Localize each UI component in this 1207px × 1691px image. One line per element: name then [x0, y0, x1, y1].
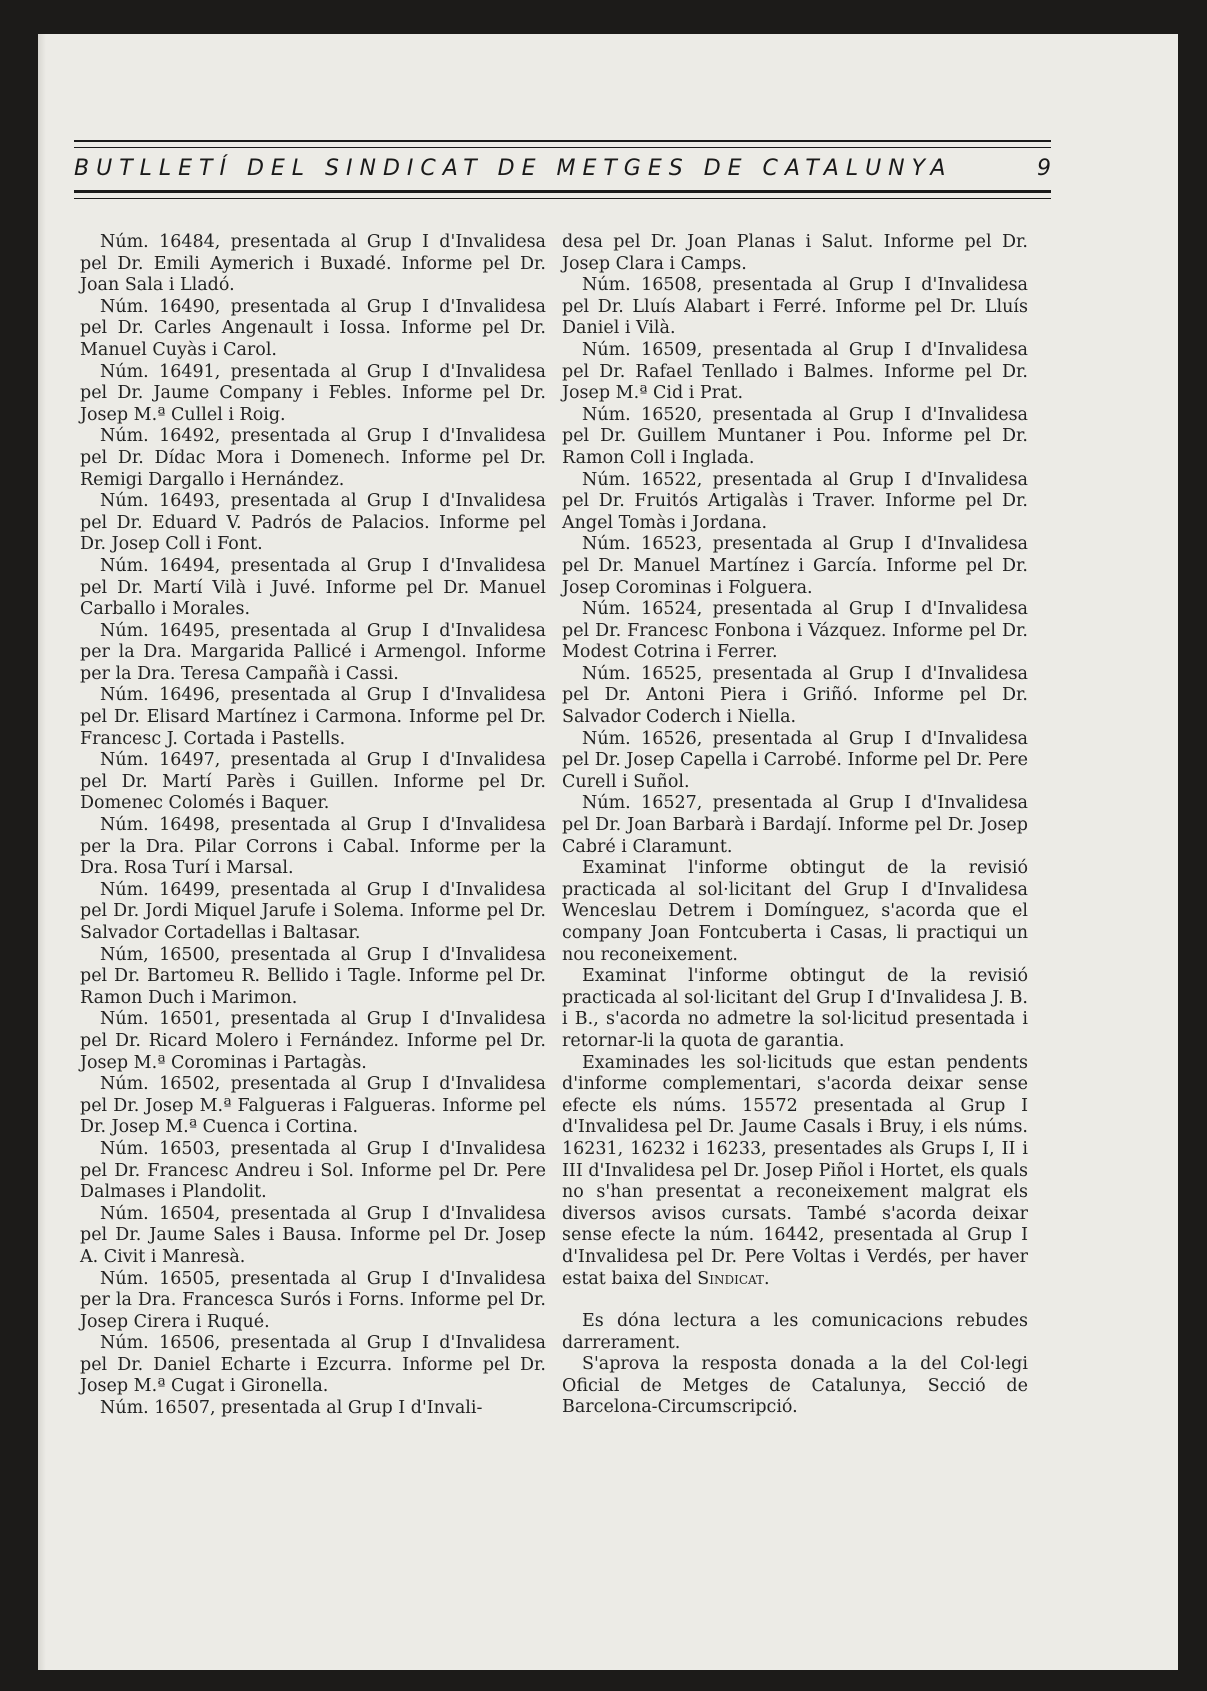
entry-16526: Núm. 16526, presentada al Grup I d'Invalidesa pel Dr. Josep Capella i Carrobé. Informe pel Dr. Pere Curell i Suñol.	[562, 728, 1028, 792]
header-rule-top	[74, 140, 1051, 142]
entry-16499: Núm. 16499, presentada al Grup I d'Invalidesa pel Dr. Jordi Miquel Jarufe i Solema. Informe pel Dr. Salvador Cortadellas i Baltasar.	[80, 879, 546, 943]
entry-16492: Núm. 16492, presentada al Grup I d'Invalidesa pel Dr. Dídac Mora i Domenech. Informe pel Dr. Remigi Dargallo i Hernández.	[80, 426, 546, 490]
entry-16495: Núm. 16495, presentada al Grup I d'Invalidesa per la Dra. Margarida Pallicé i Armengol. Informe per la Dra. Teresa Campañà i Cassi.	[80, 620, 546, 684]
entry-16497: Núm. 16497, presentada al Grup I d'Invalidesa pel Dr. Martí Parès i Guillen. Informe pel Dr. Domenec Colomés i Baquer.	[80, 750, 546, 814]
entry-16506: Núm. 16506, presentada al Grup I d'Invalidesa pel Dr. Daniel Echarte i Ezcurra. Informe pel Dr. Josep M.ª Cugat i Gironella.	[80, 1333, 546, 1397]
page-number: 9	[1037, 156, 1051, 181]
right-column	[562, 232, 1028, 1419]
revision-paragraph-detrem: Examinat l'informe obtingut de la revisió practicada al sol·licitant del Grup I d'Invalidesa Wenceslau Detrem i Domínguez, s'acorda que el company Joan Fontcuberta i Casas, li practiqui un nou reconeixement.	[562, 858, 1028, 965]
entry-16496: Núm. 16496, presentada al Grup I d'Invalidesa pel Dr. Elisard Martínez i Carmona. Informe pel Dr. Francesc J. Cortada i Pastells.	[80, 685, 546, 749]
entry-16491: Núm. 16491, presentada al Grup I d'Invalidesa pel Dr. Jaume Company i Febles. Informe pel Dr. Josep M.ª Cullel i Roig.	[80, 361, 546, 425]
entry-16508: Núm. 16508, presentada al Grup I d'Invalidesa pel Dr. Lluís Alabart i Ferré. Informe pel Dr. Lluís Daniel i Vilà.	[562, 275, 1028, 339]
left-column	[80, 232, 546, 1420]
entry-16523: Núm. 16523, presentada al Grup I d'Invalidesa pel Dr. Manuel Martínez i García. Informe pel Dr. Josep Corominas i Folguera.	[562, 534, 1028, 598]
entry-16527: Núm. 16527, presentada al Grup I d'Invalidesa pel Dr. Joan Barbarà i Bardají. Informe pel Dr. Josep Cabré i Claramunt.	[562, 793, 1028, 857]
entry-16503: Núm. 16503, presentada al Grup I d'Invalidesa pel Dr. Francesc Andreu i Sol. Informe pel Dr. Pere Dalmases i Plandolit.	[80, 1138, 546, 1203]
header-rule-bottom	[74, 190, 1051, 193]
header-rule-top-thin	[74, 147, 1051, 148]
entry-16504: Núm. 16504, presentada al Grup I d'Invalidesa pel Dr. Jaume Sales i Bausa. Informe pel Dr. Josep A. Civit i Manresà.	[80, 1203, 546, 1267]
revision-paragraph-jbb: Examinat l'informe obtingut de la revisió practicada al sol·licitant del Grup I d'Invalidesa J. B. i B., s'acorda no admetre la sol·licitud presentada i retornar-li la quota de garantia.	[562, 966, 1028, 1051]
sindicat-small-caps: Sindicat.	[697, 1268, 770, 1289]
entry-16502: Núm. 16502, presentada al Grup I d'Invalidesa pel Dr. Josep M.ª Falgueras i Falgueras. Informe pel Dr. Josep M.ª Cuenca i Cortina.	[80, 1074, 546, 1138]
pending-requests-text: Examinades les sol·licituds que estan pendents d'informe complementari, s'acorda deixar sense efecte els núms. 15572 presentada al Grup I d'Invalidesa pel Dr. Jaume Casals i Bruy, i els núms. 16231, 16232 i 16233, presentades als Grups I, II i III d'Invalidesa pel Dr. Josep Piñol i Hortet, els quals no s'han presentat a reconeixement malgrat els diversos avisos cursats. També s'acorda deixar sense efecte la núm. 16442, presentada al Grup I d'Invalidesa pel Dr. Pere Voltas i Verdés, per haver estat baixa del	[562, 1052, 1028, 1289]
page	[38, 34, 1178, 1670]
page-edge	[38, 34, 46, 1670]
header-rule-bottom-thin	[74, 198, 1051, 199]
entry-16500: Núm, 16500, presentada al Grup I d'Invalidesa pel Dr. Bartomeu R. Bellido i Tagle. Informe pel Dr. Ramon Duch i Marimon.	[80, 944, 546, 1008]
entry-16493: Núm. 16493, presentada al Grup I d'Invalidesa pel Dr. Eduard V. Padrós de Palacios. Informe pel Dr. Josep Coll i Font.	[80, 491, 546, 555]
entry-16501: Núm. 16501, presentada al Grup I d'Invalidesa pel Dr. Ricard Molero i Fernández. Informe pel Dr. Josep M.ª Corominas i Partagàs.	[80, 1009, 546, 1073]
entry-16505: Núm. 16505, presentada al Grup I d'Invalidesa per la Dra. Francesca Surós i Forns. Informe pel Dr. Josep Cirera i Ruqué.	[80, 1268, 546, 1332]
running-header	[74, 152, 1051, 188]
entry-16520: Núm. 16520, presentada al Grup I d'Invalidesa pel Dr. Guillem Muntaner i Pou. Informe pel Dr. Ramon Coll i Inglada.	[562, 404, 1028, 468]
entry-16524: Núm. 16524, presentada al Grup I d'Invalidesa pel Dr. Francesc Fonbona i Vázquez. Informe pel Dr. Modest Cotrina i Ferrer.	[562, 599, 1028, 663]
entry-16522: Núm. 16522, presentada al Grup I d'Invalidesa pel Dr. Fruitós Artigalàs i Traver. Informe pel Dr. Angel Tomàs i Jordana.	[562, 469, 1028, 533]
entry-16507-start: Núm. 16507, presentada al Grup I d'Invali-	[100, 1398, 483, 1419]
communications-paragraph: Es dóna lectura a les comunicacions rebudes darrerament.	[562, 1311, 1028, 1353]
entry-16484: Núm. 16484, presentada al Grup I d'Invalidesa pel Dr. Emili Aymerich i Buxadé. Informe pel Dr. Joan Sala i Lladó.	[80, 232, 546, 296]
approval-paragraph: S'aprova la resposta donada a la del Col·legi Oficial de Metges de Catalunya, Secció de Barcelona-Circumscripció.	[562, 1354, 1028, 1418]
entry-16490: Núm. 16490, presentada al Grup I d'Invalidesa pel Dr. Carles Angenault i Iossa. Informe pel Dr. Manuel Cuyàs i Carol.	[80, 296, 546, 360]
entry-16509: Núm. 16509, presentada al Grup I d'Invalidesa pel Dr. Rafael Tenllado i Balmes. Informe pel Dr. Josep M.ª Cid i Prat.	[562, 339, 1028, 404]
entry-16494: Núm. 16494, presentada al Grup I d'Invalidesa pel Dr. Martí Vilà i Juvé. Informe pel Dr. Manuel Carballo i Morales.	[80, 555, 546, 620]
journal-title: BUTLLETÍ DEL SINDICAT DE METGES DE CATALUNYA	[74, 156, 953, 181]
pending-requests-paragraph	[562, 1053, 1028, 1291]
entry-16498: Núm. 16498, presentada al Grup I d'Invalidesa per la Dra. Pilar Corrons i Cabal. Informe per la Dra. Rosa Turí i Marsal.	[80, 815, 546, 879]
entry-16525: Núm. 16525, presentada al Grup I d'Invalidesa pel Dr. Antoni Piera i Griñó. Informe pel Dr. Salvador Coderch i Niella.	[562, 663, 1028, 728]
entry-16507-continued: desa pel Dr. Joan Planas i Salut. Informe pel Dr. Josep Clara i Camps.	[562, 232, 1028, 274]
